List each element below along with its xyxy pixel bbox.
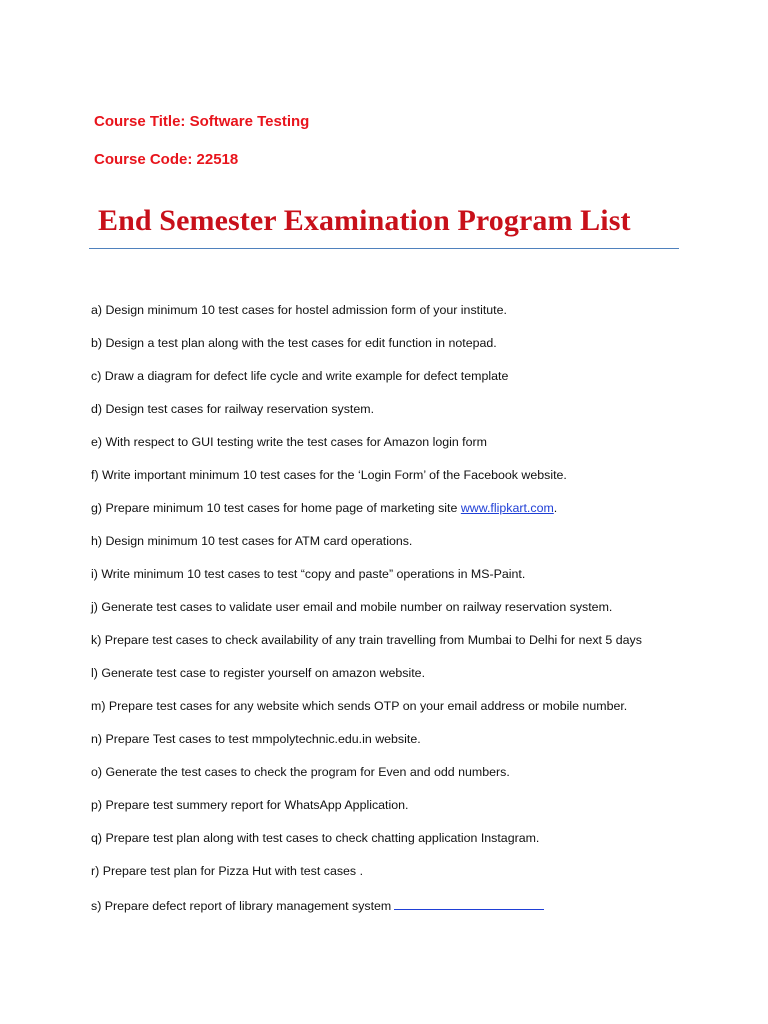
program-item: k) Prepare test cases to check availability of any train travelling from Mumbai to Delhi for next 5 days (91, 633, 642, 647)
program-item: m) Prepare test cases for any website which sends OTP on your email address or mobile number. (91, 699, 628, 713)
program-item: n) Prepare Test cases to test mmpolytechnic.edu.in website. (91, 732, 421, 746)
flipkart-link[interactable]: www.flipkart.com (460, 501, 554, 515)
program-item: s) Prepare defect report of library management system (91, 895, 642, 928)
program-item: o) Generate the test cases to check the program for Even and odd numbers. (91, 765, 510, 779)
blank-underline (394, 895, 544, 910)
program-item: c) Draw a diagram for defect life cycle and write example for defect template (91, 369, 509, 383)
title-divider (89, 248, 679, 249)
program-item: a) Design minimum 10 test cases for hostel admission form of your institute. (91, 303, 507, 317)
page-title: End Semester Examination Program List (98, 204, 631, 237)
program-item: b) Design a test plan along with the test cases for edit function in notepad. (91, 336, 497, 350)
course-code: Course Code: 22518 (94, 151, 239, 168)
program-item: p) Prepare test summery report for WhatsApp Application. (91, 798, 409, 812)
program-item: d) Design test cases for railway reservation system. (91, 402, 375, 416)
program-item: q) Prepare test plan along with test cases to check chatting application Instagram. (91, 831, 540, 845)
program-item: e) With respect to GUI testing write the test cases for Amazon login form (91, 435, 487, 449)
program-item: l) Generate test case to register yourself on amazon website. (91, 666, 426, 680)
program-item: h) Design minimum 10 test cases for ATM card operations. (91, 534, 413, 548)
program-item: g) Prepare minimum 10 test cases for home page of marketing site www.flipkart.com. (91, 501, 558, 515)
program-list (91, 301, 642, 928)
program-item: j) Generate test cases to validate user email and mobile number on railway reservation system. (91, 600, 613, 614)
program-item: r) Prepare test plan for Pizza Hut with test cases . (91, 864, 364, 878)
program-item: i) Write minimum 10 test cases to test “copy and paste” operations in MS-Paint. (91, 567, 526, 581)
program-item: f) Write important minimum 10 test cases for the ‘Login Form’ of the Facebook website. (91, 468, 567, 482)
course-title: Course Title: Software Testing (94, 113, 310, 130)
